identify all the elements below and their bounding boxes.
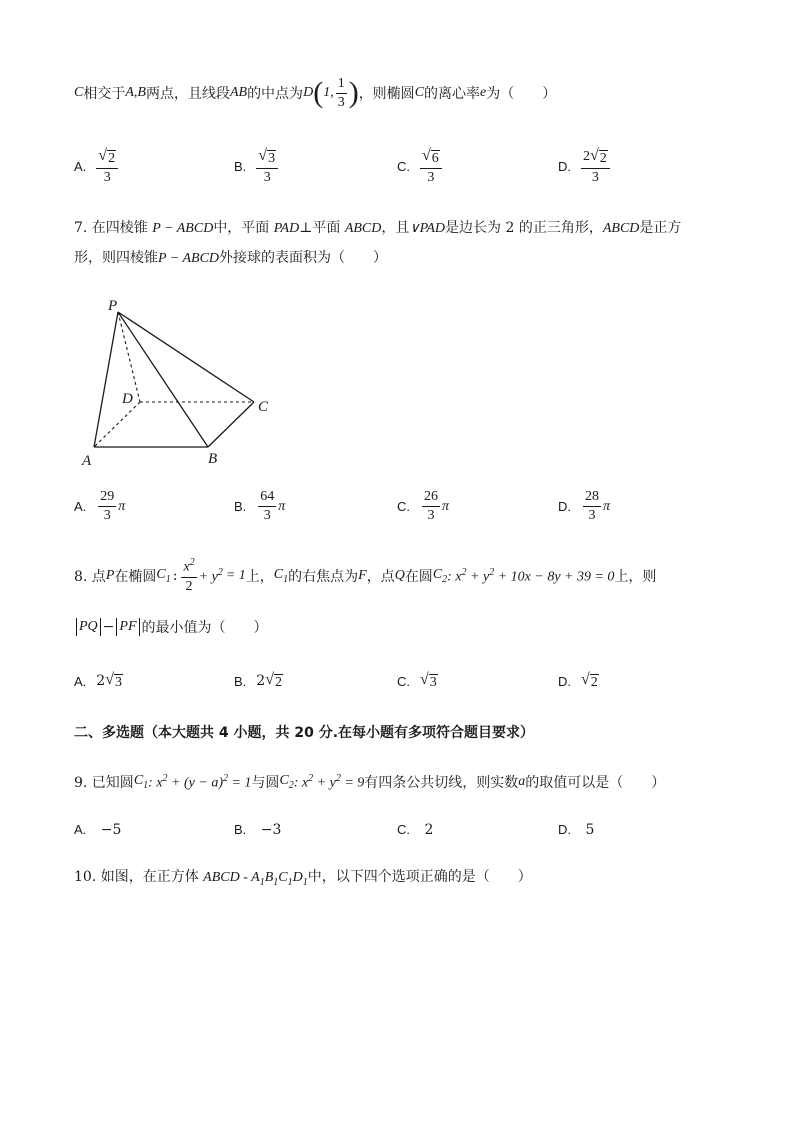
q6-text: 的中点为 bbox=[247, 86, 304, 102]
q7-pyramid: P − ABCD bbox=[152, 221, 214, 236]
q7-text: 是边长为 2 的正三角形， bbox=[445, 220, 603, 236]
q9-C1: $C_1$ bbox=[133, 773, 149, 791]
q8-option-a[interactable]: A. 2 √ 3 bbox=[74, 671, 122, 690]
option-value: −3 bbox=[260, 822, 282, 838]
q10-stem bbox=[74, 866, 532, 888]
q8-circle-eq: : $x^2 + y^2 + 10x - 8y + 39 = 0$ bbox=[447, 566, 615, 585]
frac-denominator: 3 bbox=[591, 170, 599, 186]
q7-stem-line1 bbox=[74, 218, 681, 239]
frac-denominator: 3 bbox=[588, 508, 596, 523]
q6-stem bbox=[74, 76, 556, 110]
option-label: A. bbox=[74, 822, 87, 837]
q10-cube-name: ABCD - $A_1B_1C_1D_1$ bbox=[203, 870, 308, 888]
frac-numerator: 1 bbox=[336, 77, 347, 94]
q7-option-a[interactable] bbox=[74, 490, 125, 523]
q7-text: 外接球的表面积为（ ） bbox=[219, 250, 388, 266]
label-C: C bbox=[258, 399, 269, 415]
q8-x2-over-2: $\frac{x^2}{2}$ bbox=[183, 557, 195, 594]
radicand: 3 bbox=[429, 675, 437, 690]
option-label: C. bbox=[397, 822, 410, 837]
q6-AB: AB bbox=[229, 85, 248, 100]
q8-text: 的最小值为（ ） bbox=[141, 620, 268, 636]
q9-C2: $C_2$ bbox=[279, 773, 294, 791]
option-fraction: √ 2 3 bbox=[96, 148, 118, 185]
q8-minus: − bbox=[102, 619, 115, 635]
option-label: B. bbox=[234, 673, 247, 689]
option-value: 2 bbox=[424, 822, 434, 838]
q8-stem-line1 bbox=[74, 556, 656, 596]
option-label: D. bbox=[558, 499, 571, 514]
option-label: C. bbox=[397, 673, 410, 689]
q8-y2: + $y^2$ bbox=[198, 566, 223, 585]
q7-plane-abcd: ABCD bbox=[344, 221, 382, 236]
q7-pyramid: P − ABCD bbox=[158, 251, 220, 266]
q6-text: 的离心率 bbox=[424, 86, 481, 102]
q8-text: 在椭圆 bbox=[114, 569, 157, 585]
pi-symbol: π bbox=[118, 498, 126, 514]
edge-PD-hidden bbox=[118, 312, 140, 402]
q6-option-c[interactable] bbox=[397, 148, 444, 185]
q9-stem bbox=[74, 770, 665, 794]
q6-e: e bbox=[480, 85, 487, 100]
radicand: 2 bbox=[590, 675, 598, 690]
q7-option-d[interactable] bbox=[558, 490, 610, 523]
q7-text: ，且 bbox=[381, 220, 410, 236]
q7-text: ⊥平面 bbox=[299, 220, 341, 236]
option-label: A. bbox=[74, 159, 87, 175]
q9-a: a bbox=[518, 774, 526, 789]
q7-text: 形，则四棱锥 bbox=[74, 250, 158, 266]
q6-coord-fraction bbox=[336, 77, 347, 110]
frac-denominator: 3 bbox=[103, 508, 111, 523]
option-label: A. bbox=[74, 499, 87, 514]
q7-pyramid-figure bbox=[70, 290, 290, 475]
q8-text: ，点 bbox=[366, 569, 395, 585]
section-heading-multiple-choice: 二、多选题（本大题共 4 小题，共 20 分.在每小题有多项符合题目要求） bbox=[74, 725, 535, 741]
pi-symbol: π bbox=[278, 498, 286, 514]
option-label: D. bbox=[558, 159, 571, 175]
option-fraction: √ 6 3 bbox=[420, 148, 442, 185]
q7-number: 7. 在四棱锥 bbox=[74, 220, 148, 236]
option-fraction bbox=[422, 490, 440, 523]
q8-ellipse-C1: $C_1$ bbox=[156, 567, 171, 585]
q6-AB-points: A,B bbox=[125, 85, 146, 100]
q9-option-d[interactable] bbox=[558, 822, 594, 838]
q7-option-b[interactable] bbox=[234, 490, 285, 523]
q6-option-d[interactable] bbox=[558, 148, 612, 185]
label-A: A bbox=[82, 453, 92, 469]
option-fraction: √ 3 3 bbox=[256, 148, 278, 185]
q8-option-c[interactable]: C. √ 3 bbox=[397, 671, 437, 690]
pi-symbol: π bbox=[442, 498, 450, 514]
q6-text: 相交于 bbox=[83, 86, 126, 102]
q7-plane-pad: PAD bbox=[273, 221, 300, 236]
q6-option-b[interactable] bbox=[234, 148, 280, 185]
q6-option-a[interactable] bbox=[74, 148, 120, 185]
coefficient: 2 bbox=[256, 673, 266, 690]
coefficient: 2 bbox=[96, 673, 106, 690]
q8-text: 上， bbox=[245, 569, 274, 585]
option-label: C. bbox=[397, 159, 410, 175]
q7-text: 中，平面 bbox=[213, 220, 270, 236]
q8-stem-line2 bbox=[74, 615, 268, 639]
q8-number: 8. 点 bbox=[74, 569, 106, 585]
label-D: D bbox=[122, 391, 133, 407]
radicand: 2 bbox=[108, 151, 116, 166]
option-fraction: 2 √ 2 3 bbox=[581, 148, 610, 185]
q8-Q: Q bbox=[394, 568, 405, 583]
radicand: 2 bbox=[275, 675, 282, 690]
option-label: D. bbox=[558, 673, 571, 689]
q9-option-b[interactable] bbox=[234, 822, 281, 838]
edge-PC bbox=[118, 312, 254, 402]
q8-colon: : bbox=[172, 568, 178, 584]
q9-text: 与圆 bbox=[251, 775, 280, 791]
q8-option-b[interactable]: B. 2 √ 2 bbox=[234, 671, 282, 690]
frac-numerator: 29 bbox=[98, 490, 116, 507]
q8-text: 在圆 bbox=[404, 569, 433, 585]
option-label: B. bbox=[234, 159, 247, 175]
q9-text: 的取值可以是（ ） bbox=[525, 775, 666, 791]
frac-denominator: 3 bbox=[263, 170, 271, 186]
option-value: 5 bbox=[585, 822, 595, 838]
q8-option-d[interactable]: D. √ 2 bbox=[558, 671, 598, 690]
q6-answer-blank: 为（ ） bbox=[486, 86, 557, 102]
radicand: 3 bbox=[115, 675, 122, 690]
q10-text: 中，以下四个选项正确的是（ ） bbox=[307, 869, 532, 885]
frac-numerator: 26 bbox=[422, 490, 440, 507]
q8-C1: $C_1$ bbox=[273, 567, 289, 585]
q8-PF: PF bbox=[119, 619, 137, 634]
q6-D: D bbox=[303, 85, 314, 100]
q8-eq: = 1 bbox=[225, 568, 246, 583]
option-fraction bbox=[258, 490, 276, 523]
label-B: B bbox=[208, 451, 218, 467]
option-fraction bbox=[583, 490, 601, 523]
option-label: C. bbox=[397, 499, 410, 514]
frac-numerator: 64 bbox=[258, 490, 276, 507]
frac-denominator: 3 bbox=[337, 94, 345, 110]
q8-circle-C2: $C_2$ bbox=[432, 567, 448, 585]
q9-circle1-eq: : $x^2 + (y - a)^2 = 1$ bbox=[148, 772, 252, 791]
frac-denominator: 3 bbox=[103, 170, 111, 186]
edge-PA bbox=[94, 312, 118, 447]
option-fraction bbox=[98, 490, 116, 523]
q6-left-paren: ( bbox=[313, 76, 324, 109]
q7-option-c[interactable] bbox=[397, 490, 449, 523]
option-value: −5 bbox=[100, 822, 122, 838]
option-label: D. bbox=[558, 822, 571, 837]
edge-PB bbox=[118, 312, 208, 447]
coefficient: 2 bbox=[583, 149, 590, 164]
q6-coord-x: 1, bbox=[323, 85, 334, 100]
q6-text: ，则椭圆 bbox=[358, 86, 415, 102]
q8-text: 上，则 bbox=[614, 569, 657, 585]
q8-P: P bbox=[105, 568, 115, 583]
q8-F: F bbox=[358, 568, 367, 583]
q7-triangle-pad: ∨PAD bbox=[409, 221, 446, 236]
q6-C: C bbox=[414, 85, 425, 100]
option-label: A. bbox=[74, 673, 87, 689]
q8-PQ: PQ bbox=[79, 619, 98, 634]
q9-option-c[interactable] bbox=[397, 822, 433, 838]
radicand: 2 bbox=[599, 151, 607, 166]
option-label: B. bbox=[234, 499, 247, 514]
q6-right-paren: ) bbox=[348, 76, 359, 109]
q6-text: 两点，且线段 bbox=[145, 86, 230, 102]
edge-BC bbox=[208, 402, 254, 447]
q9-circle2-eq: : $x^2 + y^2 = 9$ bbox=[293, 772, 365, 791]
pi-symbol: π bbox=[603, 498, 611, 514]
frac-denominator: 3 bbox=[427, 170, 435, 186]
q8-text: 的右焦点为 bbox=[288, 569, 359, 585]
q9-text: 有四条公共切线，则实数 bbox=[364, 775, 519, 791]
q7-text: 是正方 bbox=[639, 220, 682, 236]
frac-denominator: 3 bbox=[263, 508, 271, 523]
q6-C: C bbox=[74, 85, 84, 100]
frac-numerator: 28 bbox=[583, 490, 601, 507]
radicand: 3 bbox=[268, 151, 276, 166]
q9-option-a[interactable] bbox=[74, 822, 121, 838]
q7-stem-line2 bbox=[74, 248, 387, 269]
frac-denominator: 3 bbox=[427, 508, 435, 523]
option-label: B. bbox=[234, 822, 247, 837]
label-P: P bbox=[108, 298, 118, 314]
q10-number: 10. 如图，在正方体 bbox=[74, 869, 199, 885]
q7-square: ABCD bbox=[602, 221, 640, 236]
q9-number: 9. 已知圆 bbox=[74, 775, 134, 791]
radicand: 6 bbox=[431, 151, 439, 166]
